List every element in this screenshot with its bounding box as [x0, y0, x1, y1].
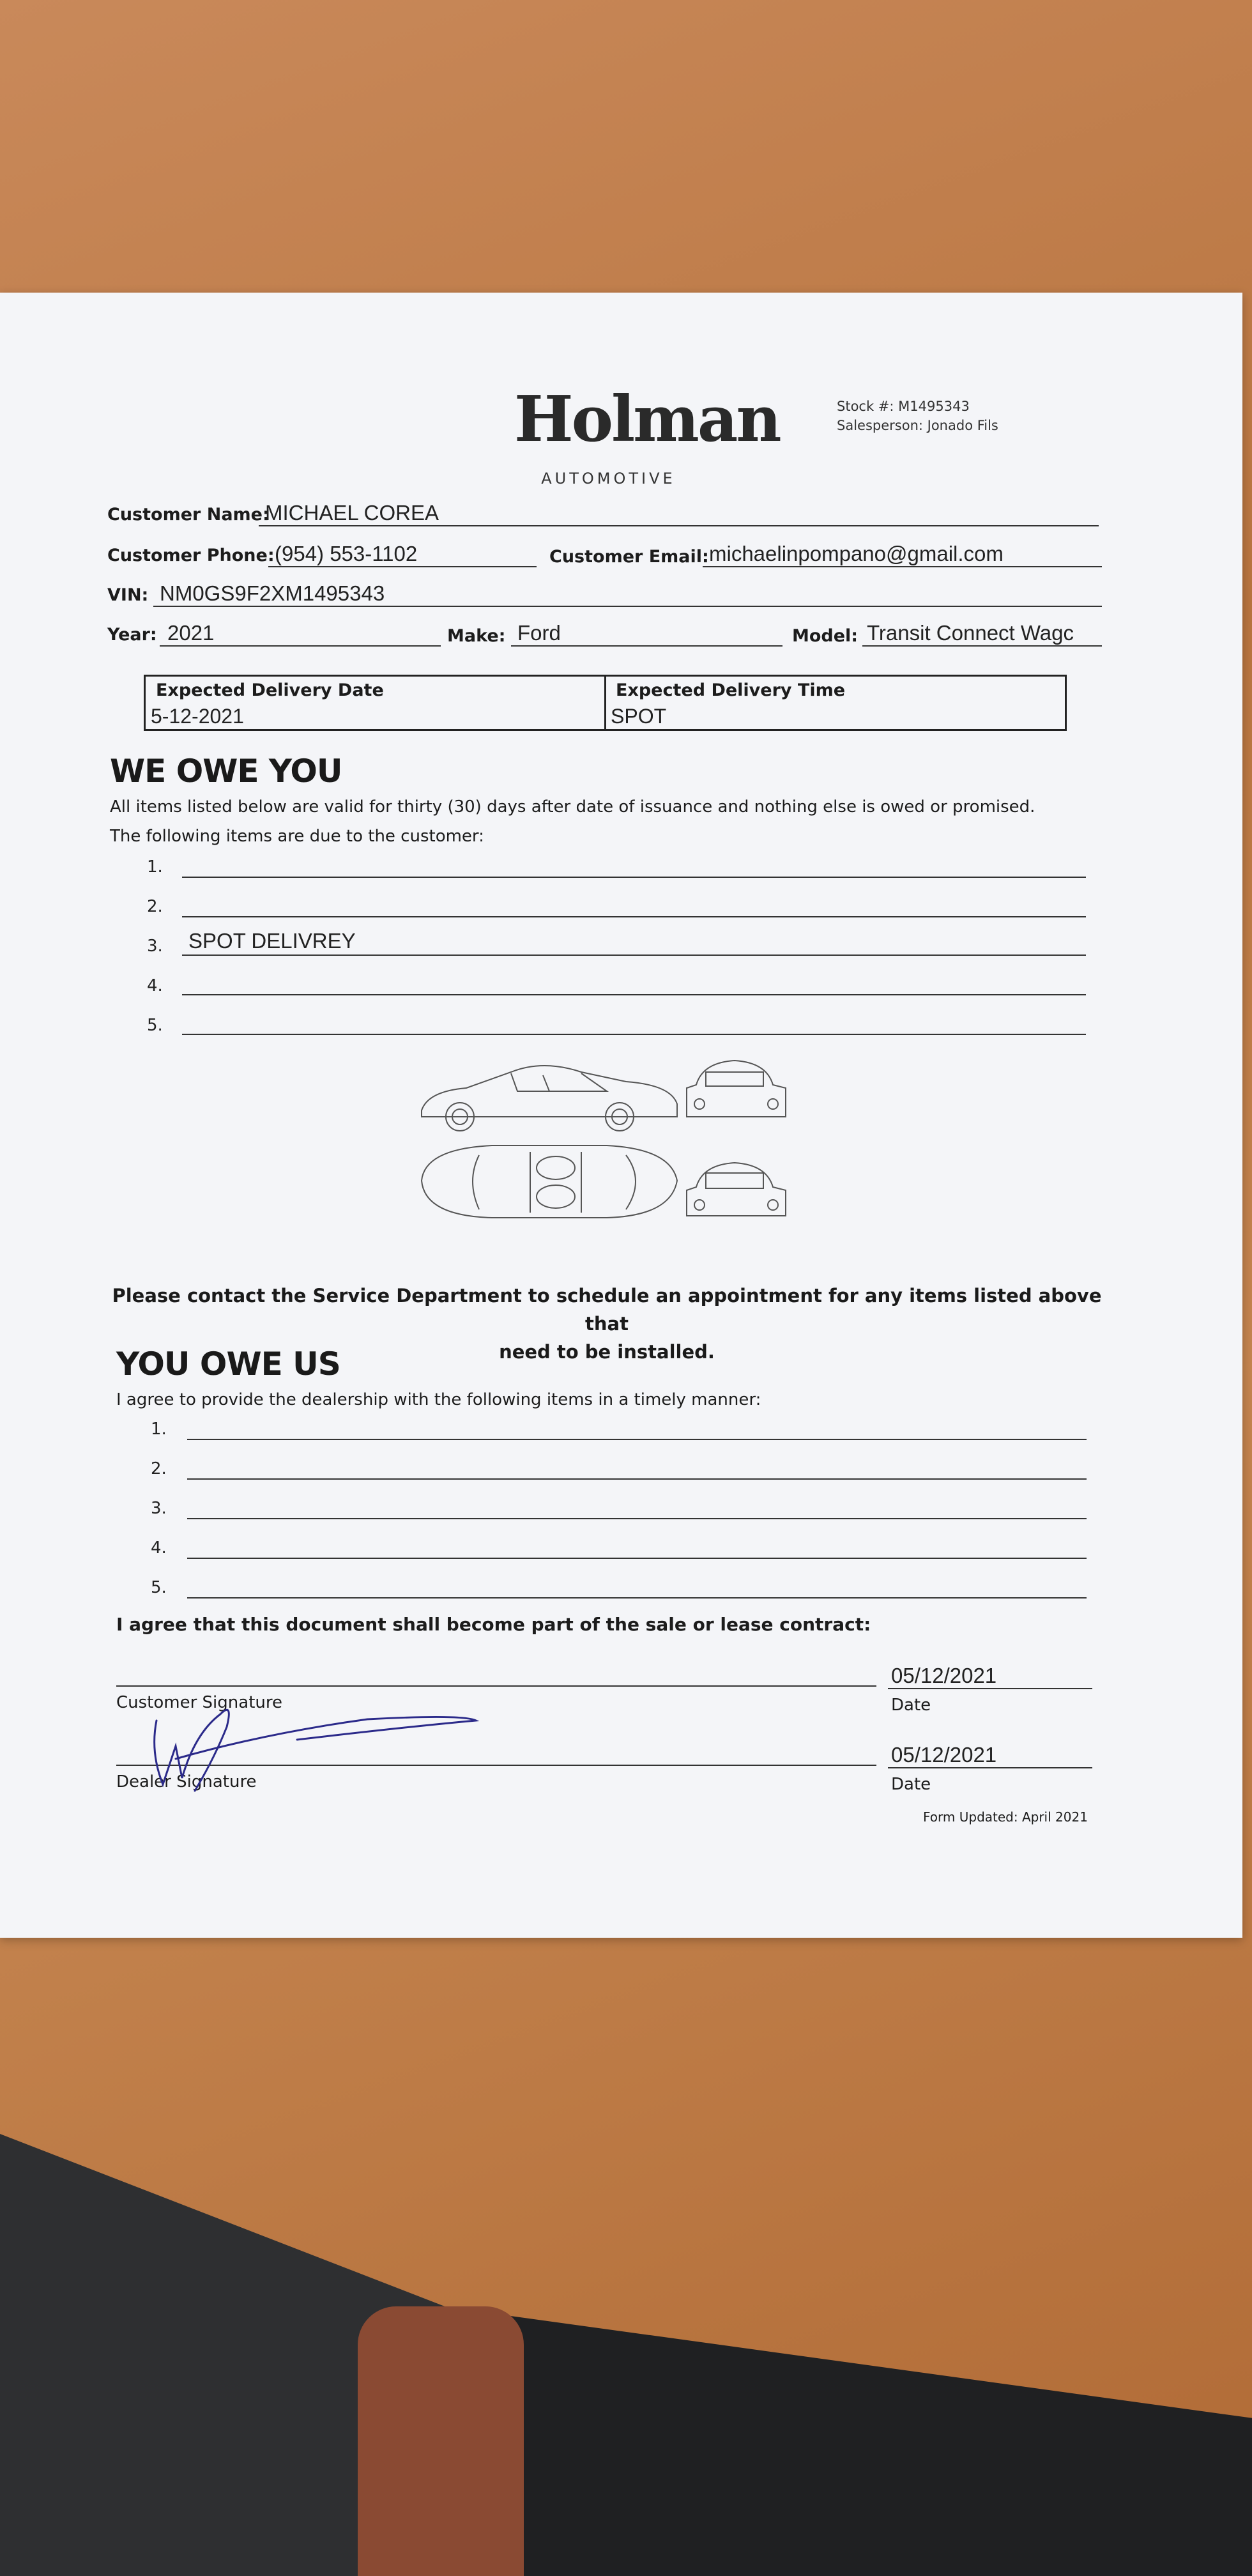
dealer-date-line	[888, 1767, 1092, 1768]
salesperson	[837, 418, 998, 433]
vin-label: VIN:	[107, 585, 149, 605]
dealer-signature-scribble	[137, 1682, 495, 1804]
dealer-date-label: Date	[891, 1775, 931, 1794]
you-owe-item-4-line	[187, 1558, 1087, 1559]
year-value: 2021	[167, 621, 215, 645]
salesperson-label: Salesperson:	[837, 418, 923, 433]
vin-line	[153, 606, 1102, 607]
agreement-text: I agree that this document shall become part of the sale or lease contract:	[116, 1614, 871, 1635]
year-label: Year:	[107, 625, 157, 645]
model-value: Transit Connect Wagc	[867, 621, 1074, 645]
we-owe-text-1: All items listed below are valid for thirty (30) days after date of issuance and nothing else is owed or promised.	[110, 797, 1035, 816]
car-front-view	[687, 1163, 786, 1216]
customer-email-line	[703, 566, 1102, 567]
we-owe-item-3-value: SPOT DELIVREY	[188, 929, 356, 953]
delivery-divider	[604, 677, 606, 729]
delivery-time-label: Expected Delivery Time	[616, 680, 846, 700]
customer-phone-label: Customer Phone:	[107, 546, 275, 565]
customer-phone-value: (954) 553-1102	[275, 542, 418, 565]
customer-signature-label: Customer Signature	[116, 1693, 282, 1712]
car-damage-diagram-icon	[415, 1053, 798, 1251]
delivery-date-label: Expected Delivery Date	[156, 680, 384, 700]
service-note-line-2: need to be installed.	[499, 1341, 715, 1363]
delivery-time-value: SPOT	[611, 705, 667, 728]
dealer-signature-label: Dealer Signature	[116, 1772, 257, 1791]
delivery-date-value: 5-12-2021	[151, 705, 244, 728]
stock-number	[837, 399, 970, 414]
you-owe-item-1-line	[187, 1439, 1087, 1440]
we-owe-item-2-number: 2.	[147, 897, 163, 916]
we-owe-item-1-number: 1.	[147, 857, 163, 877]
you-owe-item-5-number: 5.	[151, 1578, 167, 1597]
we-owe-item-5-number: 5.	[147, 1016, 163, 1035]
person-arm	[358, 2306, 524, 2576]
you-owe-item-2-line	[187, 1478, 1087, 1480]
customer-date-line	[888, 1688, 1092, 1689]
model-line	[862, 645, 1102, 647]
customer-date-label: Date	[891, 1696, 931, 1715]
we-owe-item-3-line	[182, 954, 1086, 956]
logo-subtitle: AUTOMOTIVE	[541, 470, 676, 487]
service-note-line-1: Please contact the Service Department to schedule an appointment for any items listed above that	[112, 1285, 1102, 1335]
make-line	[511, 645, 782, 647]
customer-phone-line	[268, 566, 537, 567]
we-owe-form-document	[0, 293, 1242, 1938]
you-owe-item-5-line	[187, 1597, 1087, 1598]
vin-value: NM0GS9F2XM1495343	[160, 581, 385, 605]
model-label: Model:	[792, 626, 859, 646]
customer-name-line	[259, 525, 1099, 526]
we-owe-item-2-line	[182, 916, 1086, 917]
we-owe-item-3-number: 3.	[147, 937, 163, 956]
customer-email-label: Customer Email:	[549, 547, 709, 567]
form-updated: Form Updated: April 2021	[923, 1809, 1088, 1825]
we-owe-text-2: The following items are due to the customer:	[110, 827, 484, 846]
stock-value: M1495343	[898, 399, 970, 414]
we-owe-title: WE OWE YOU	[110, 753, 342, 790]
customer-name-value: MICHAEL COREA	[265, 501, 439, 525]
we-owe-item-4-line	[182, 994, 1086, 995]
customer-email-value: michaelinpompano@gmail.com	[709, 542, 1004, 565]
make-label: Make:	[447, 626, 506, 646]
dealer-date-value: 05/12/2021	[891, 1743, 997, 1767]
you-owe-item-3-line	[187, 1518, 1087, 1519]
you-owe-item-4-number: 4.	[151, 1538, 167, 1558]
you-owe-text: I agree to provide the dealership with the following items in a timely manner:	[116, 1390, 761, 1409]
stock-label: Stock #:	[837, 399, 894, 414]
year-line	[160, 645, 441, 647]
salesperson-value: Jonado Fils	[927, 418, 998, 433]
customer-name-label: Customer Name:	[107, 505, 270, 525]
you-owe-item-1-number: 1.	[151, 1420, 167, 1439]
holman-logo: Holman	[514, 383, 780, 456]
you-owe-title: YOU OWE US	[116, 1346, 340, 1383]
we-owe-item-4-number: 4.	[147, 976, 163, 995]
delivery-box	[144, 675, 1067, 731]
make-value: Ford	[517, 621, 561, 645]
we-owe-item-5-line	[182, 1034, 1086, 1035]
you-owe-item-2-number: 2.	[151, 1459, 167, 1478]
you-owe-item-3-number: 3.	[151, 1499, 167, 1518]
we-owe-item-1-line	[182, 877, 1086, 878]
customer-date-value: 05/12/2021	[891, 1664, 997, 1687]
